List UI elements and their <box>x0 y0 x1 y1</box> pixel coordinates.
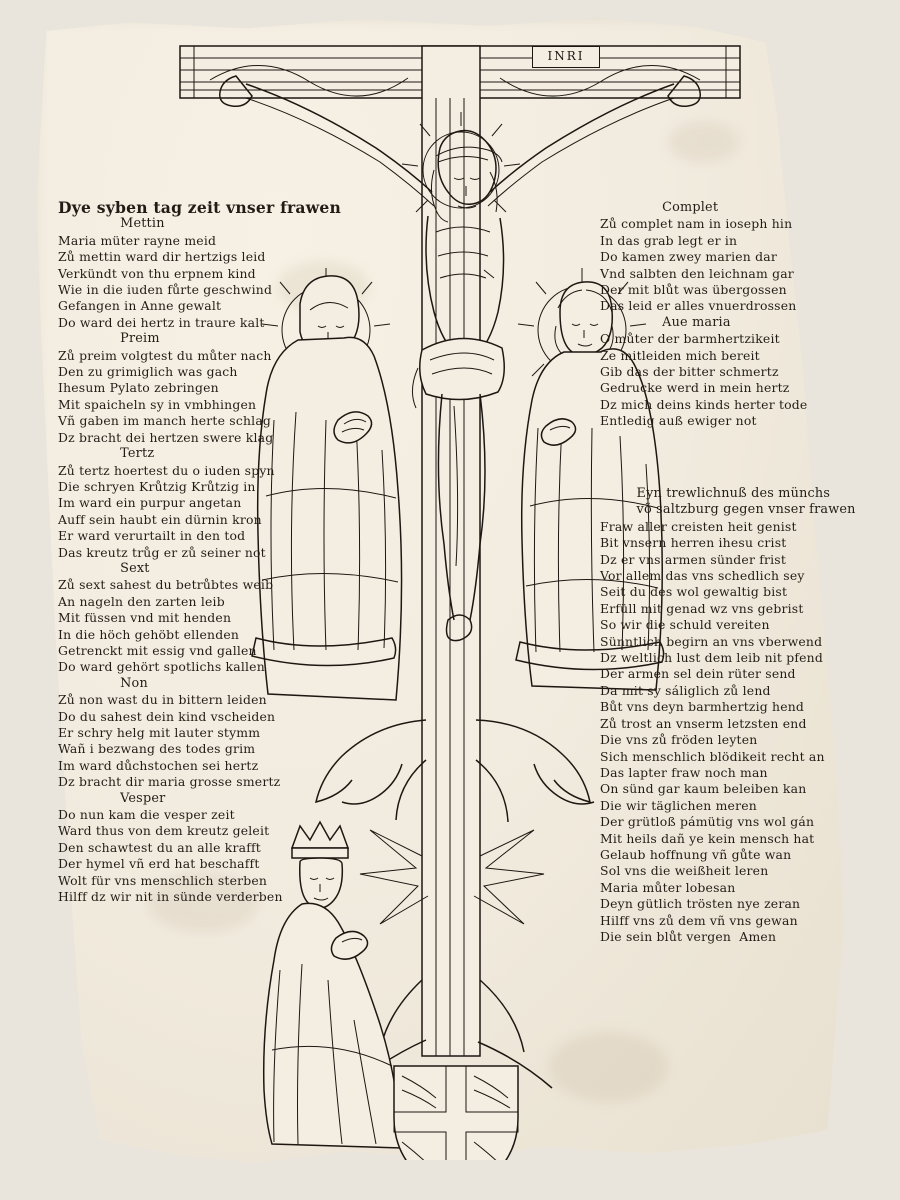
text-line: Den zu grimiglich was gach <box>58 364 238 380</box>
text-line: Complet <box>628 200 719 215</box>
text-line: Erfüll mit genad wz vns gebrist <box>600 600 804 616</box>
text-line: Fraw aller creisten heit genist <box>600 518 797 534</box>
text-line: Wie in die iuden fůrte geschwind <box>58 282 273 298</box>
text-line: Ze mitleiden mich bereit <box>600 347 760 363</box>
text-line: Do du sahest dein kind vscheiden <box>58 708 276 724</box>
text-line: Zů mettin ward dir hertzigs leid <box>58 249 266 265</box>
text-line: Sünntlich begirn an vns vberwend <box>600 633 823 649</box>
text-line: Do ward dei hertz in traure kalt <box>58 314 265 330</box>
text-line: Maria müter rayne meid <box>58 232 217 248</box>
text-line: Gedrucke werd in mein hertz <box>600 380 790 396</box>
right-text-column-bottom <box>600 486 868 945</box>
text-line: Das leid er alles vnuerdrossen <box>600 298 797 314</box>
text-line: Dz bracht dir maria grosse smertz <box>58 774 281 790</box>
text-line: O můter der barmhertzikeit <box>600 331 780 347</box>
text-line: Hilff dz wir nit in sünde verderben <box>58 889 283 905</box>
text-line: An nageln den zarten leib <box>58 593 225 609</box>
text-line: Vñ gaben im manch herte schlag <box>58 413 272 429</box>
text-line: Wañ i bezwang des todes grim <box>58 741 256 757</box>
text-line: Ihesum Pylato zebringen <box>58 380 219 396</box>
text-line: Dz weltlich lust dem leib nit pfend <box>600 650 823 666</box>
text-line: In das grab legt er in <box>600 232 738 248</box>
text-line: Non <box>86 675 148 691</box>
text-line: Die schryen Krůtzig Krůtzig in <box>58 478 256 494</box>
text-line: Er ward verurtailt in den tod <box>58 528 246 544</box>
text-line: Mit füssen vnd mit henden <box>58 610 232 626</box>
text-line: Vesper <box>86 790 166 806</box>
left-text-column <box>58 200 358 905</box>
text-line: Das lapter fraw noch man <box>600 764 768 780</box>
text-line: Er schry helg mit lauter stymm <box>58 725 261 740</box>
text-line: Gefangen in Anne gewalt <box>58 298 222 314</box>
text-line: Do ward gehört spotlichs kallen <box>58 659 265 675</box>
text-line: Do kamen zwey marien dar <box>600 249 777 265</box>
text-line: Sol vns die weißheit leren <box>600 863 769 879</box>
text-line: Die vns zů fröden leyten <box>600 732 758 748</box>
text-line: Hilff vns zů dem vñ vns gewan <box>600 912 798 928</box>
text-line: Der hymel vñ erd hat beschafft <box>58 856 260 872</box>
text-line: Zů complet nam in ioseph hin <box>600 216 793 232</box>
text-line: Do nun kam die vesper zeit <box>58 807 235 823</box>
text-line: Mettin <box>86 216 165 232</box>
text-line: Verkündt von thu erpnem kind <box>58 265 256 281</box>
right-text-column-top <box>600 200 860 430</box>
text-line: Deyn gütlich trösten nye zeran <box>600 896 801 912</box>
text-line: Mit heils dañ ye kein mensch hat <box>600 830 815 846</box>
text-line: Wolt für vns menschlich sterben <box>58 872 268 888</box>
text-line: Sich menschlich blödikeit recht an <box>600 748 825 764</box>
text-line: Dye syben tag zeit vnser frawen <box>58 198 341 217</box>
text-line: Auff sein haubt ein dürnin kron <box>58 511 262 527</box>
text-line: Ward thus von dem kreutz geleit <box>58 823 270 839</box>
text-line: Tertz <box>86 446 155 462</box>
text-line: On sünd gar kaum beleiben kan <box>600 781 807 797</box>
text-line: Dz mich deins kinds herter tode <box>600 396 808 412</box>
text-line: Eyn trewlichnuß des münchs <box>628 486 831 501</box>
text-line: Die wir täglichen meren <box>600 797 757 813</box>
text-line: Zů tertz hoertest du o iuden spyn <box>58 462 275 478</box>
text-line: Vnd salbten den leichnam gar <box>600 265 794 281</box>
text-line: Getrenckt mit essig vnd gallen <box>58 642 257 658</box>
text-line: Aue maria <box>628 314 731 330</box>
text-line: Im ward ein purpur angetan <box>58 495 242 511</box>
text-line: Dz er vns armen sünder frist <box>600 551 787 567</box>
text-line: In die höch gehöbt ellenden <box>58 626 240 642</box>
text-line: Zů non wast du in bittern leiden <box>58 692 267 708</box>
text-line: Der armen sel dein rüter send <box>600 666 796 682</box>
text-line: Mit spaicheln sy in vmbhingen <box>58 396 257 412</box>
text-line: Zů sext sahest du betrůbtes weib <box>58 577 274 593</box>
text-line: Bůt vns deyn barmhertzig hend <box>600 699 805 715</box>
inri-titulus: INRI <box>532 46 600 68</box>
text-line: Zů preim volgtest du můter nach <box>58 347 272 363</box>
text-line: Maria můter lobesan <box>600 879 736 895</box>
text-line: Gib das der bitter schmertz <box>600 364 779 380</box>
text-line: Der mit blůt was übergossen <box>600 282 787 298</box>
text-line: Vor allem das vns schedlich sey <box>600 568 805 584</box>
text-line: Seit du des wol gewaltig bist <box>600 584 788 600</box>
text-line: võ saltzburg gegen vnser frawen <box>628 502 856 518</box>
text-line: So wir die schuld vereiten <box>600 617 770 633</box>
text-line: Da mit sy sáliglich zů lend <box>600 682 771 698</box>
text-line: Zů trost an vnserm letzsten end <box>600 715 807 731</box>
text-line: Den schawtest du an alle krafft <box>58 839 261 855</box>
text-line: Bit vnsern herren ihesu crist <box>600 535 787 551</box>
text-line: Gelaub hoffnung vñ gůte wan <box>600 846 792 862</box>
text-line: Im ward důchstochen sei hertz <box>58 757 259 773</box>
text-line: Der grütloß pámütig vns wol gán <box>600 814 815 830</box>
text-line: Das kreutz trůg er zů seiner not <box>58 544 266 560</box>
text-line: Sext <box>86 560 150 576</box>
text-line: Die sein blůt vergen Amen <box>600 928 777 944</box>
text-line: Dz bracht dei hertzen swere klag <box>58 429 274 445</box>
text-line: Entledig auß ewiger not <box>600 413 757 429</box>
text-line: Preim <box>86 331 160 347</box>
